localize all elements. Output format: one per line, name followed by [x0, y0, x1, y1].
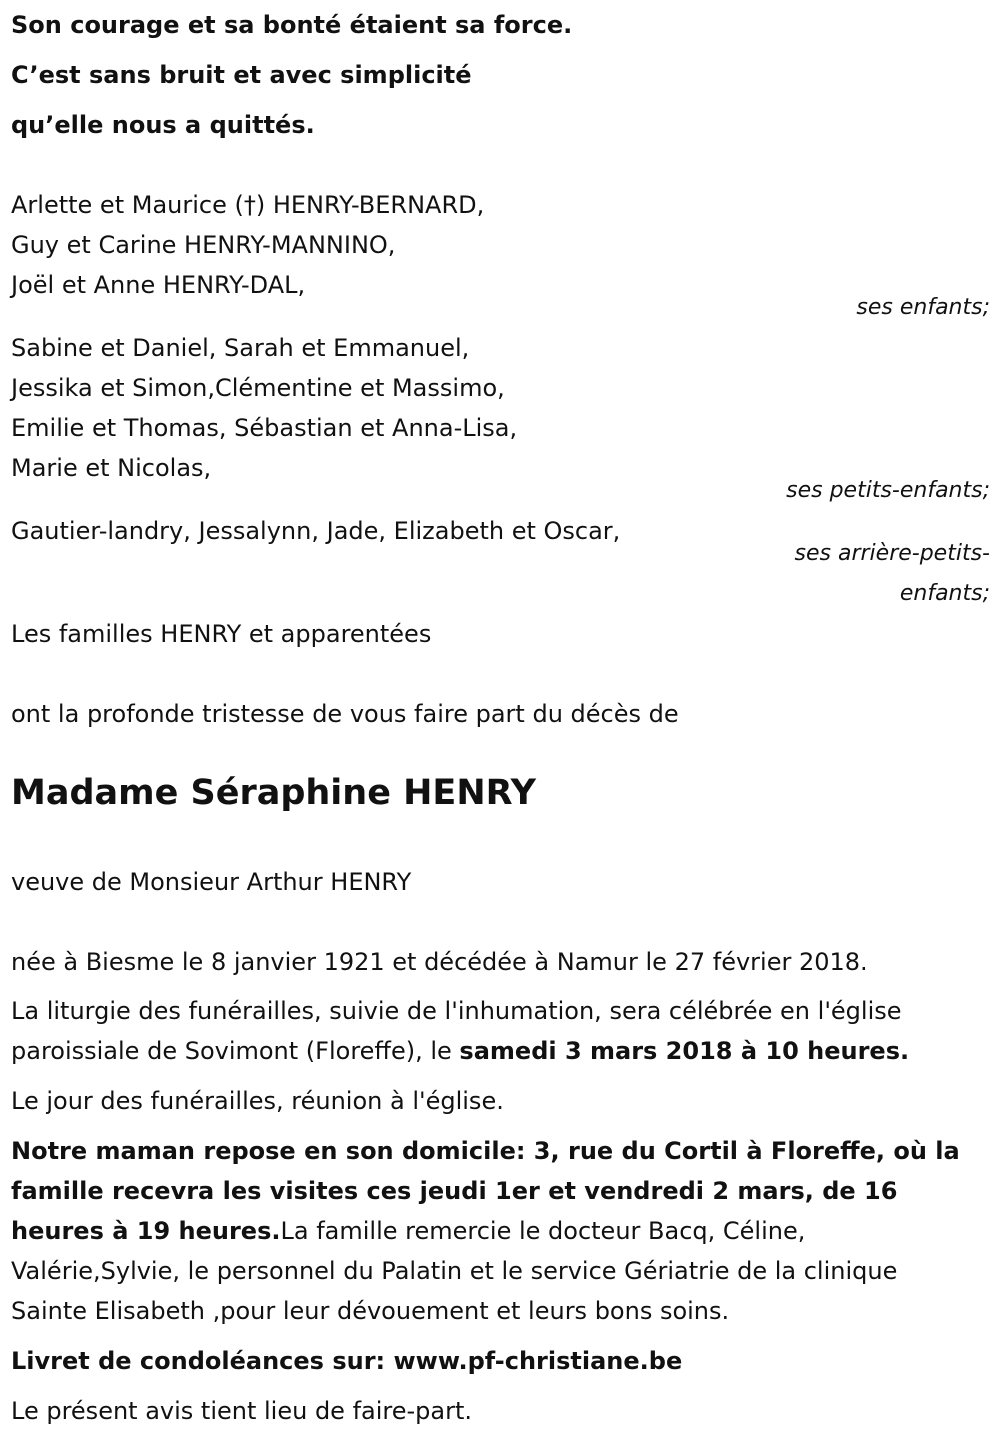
liturgy-line-2	[11, 1036, 909, 1066]
announcement-line: ont la profonde tristesse de vous faire part du décès de	[11, 700, 679, 728]
great-grandchild-line-1: Gautier-landry, Jessalynn, Jade, Elizabeth et Oscar,	[11, 517, 621, 545]
rest-line-2: famille recevra les visites ces jeudi 1er et vendredi 2 mars, de 16	[11, 1177, 898, 1205]
funeral-date: samedi 3 mars 2018 à 10 heures.	[459, 1037, 910, 1065]
grandchild-line-1: Sabine et Daniel, Sarah et Emmanuel,	[11, 334, 470, 362]
condolences-line: Livret de condoléances sur: www.pf-christiane.be	[11, 1347, 683, 1375]
rest-line-1: Notre maman repose en son domicile: 3, rue du Cortil à Floreffe, où la	[11, 1137, 960, 1165]
rest-line-4: Valérie,Sylvie, le personnel du Palatin et le service Gériatrie de la clinique	[11, 1257, 898, 1285]
closing-line: Le présent avis tient lieu de faire-part.	[11, 1397, 473, 1425]
grandchild-line-3: Emilie et Thomas, Sébastian et Anna-Lisa,	[11, 414, 518, 442]
quote-line-1: Son courage et sa bonté étaient sa force.	[11, 11, 573, 39]
rest-line-5: Sainte Elisabeth ,pour leur dévouement et leurs bons soins.	[11, 1297, 730, 1325]
families-line: Les familles HENRY et apparentées	[11, 620, 432, 648]
widow-line: veuve de Monsieur Arthur HENRY	[11, 868, 412, 896]
great-grandchildren-label-1: ses arrière-petits-	[794, 541, 990, 566]
deceased-name: Madame Séraphine HENRY	[11, 773, 537, 813]
rest-line-3-text: La famille remercie le docteur Bacq, Céline,	[280, 1217, 806, 1245]
grandchild-line-4: Marie et Nicolas,	[11, 454, 212, 482]
child-line-2: Guy et Carine HENRY-MANNINO,	[11, 231, 396, 259]
rest-line-3-bold: heures à 19 heures.	[11, 1217, 281, 1245]
liturgy-line-1: La liturgie des funérailles, suivie de l'inhumation, sera célébrée en l'église	[11, 997, 902, 1025]
liturgy-line-2-text: paroissiale de Sovimont (Floreffe), le	[11, 1037, 460, 1065]
rest-line-3	[11, 1216, 805, 1246]
quote-line-2: C’est sans bruit et avec simplicité	[11, 61, 472, 89]
great-grandchildren-label-2: enfants;	[899, 581, 990, 606]
children-label: ses enfants;	[856, 295, 990, 320]
grandchildren-label: ses petits-enfants;	[786, 478, 990, 503]
grandchild-line-2: Jessika et Simon,Clémentine et Massimo,	[11, 374, 505, 402]
child-line-3: Joël et Anne HENRY-DAL,	[11, 271, 306, 299]
child-line-1: Arlette et Maurice (†) HENRY-BERNARD,	[11, 191, 485, 219]
quote-line-3: qu’elle nous a quittés.	[11, 111, 315, 139]
meeting-line: Le jour des funérailles, réunion à l'église.	[11, 1087, 504, 1115]
birth-death-line: née à Biesme le 8 janvier 1921 et décédée à Namur le 27 février 2018.	[11, 948, 868, 976]
